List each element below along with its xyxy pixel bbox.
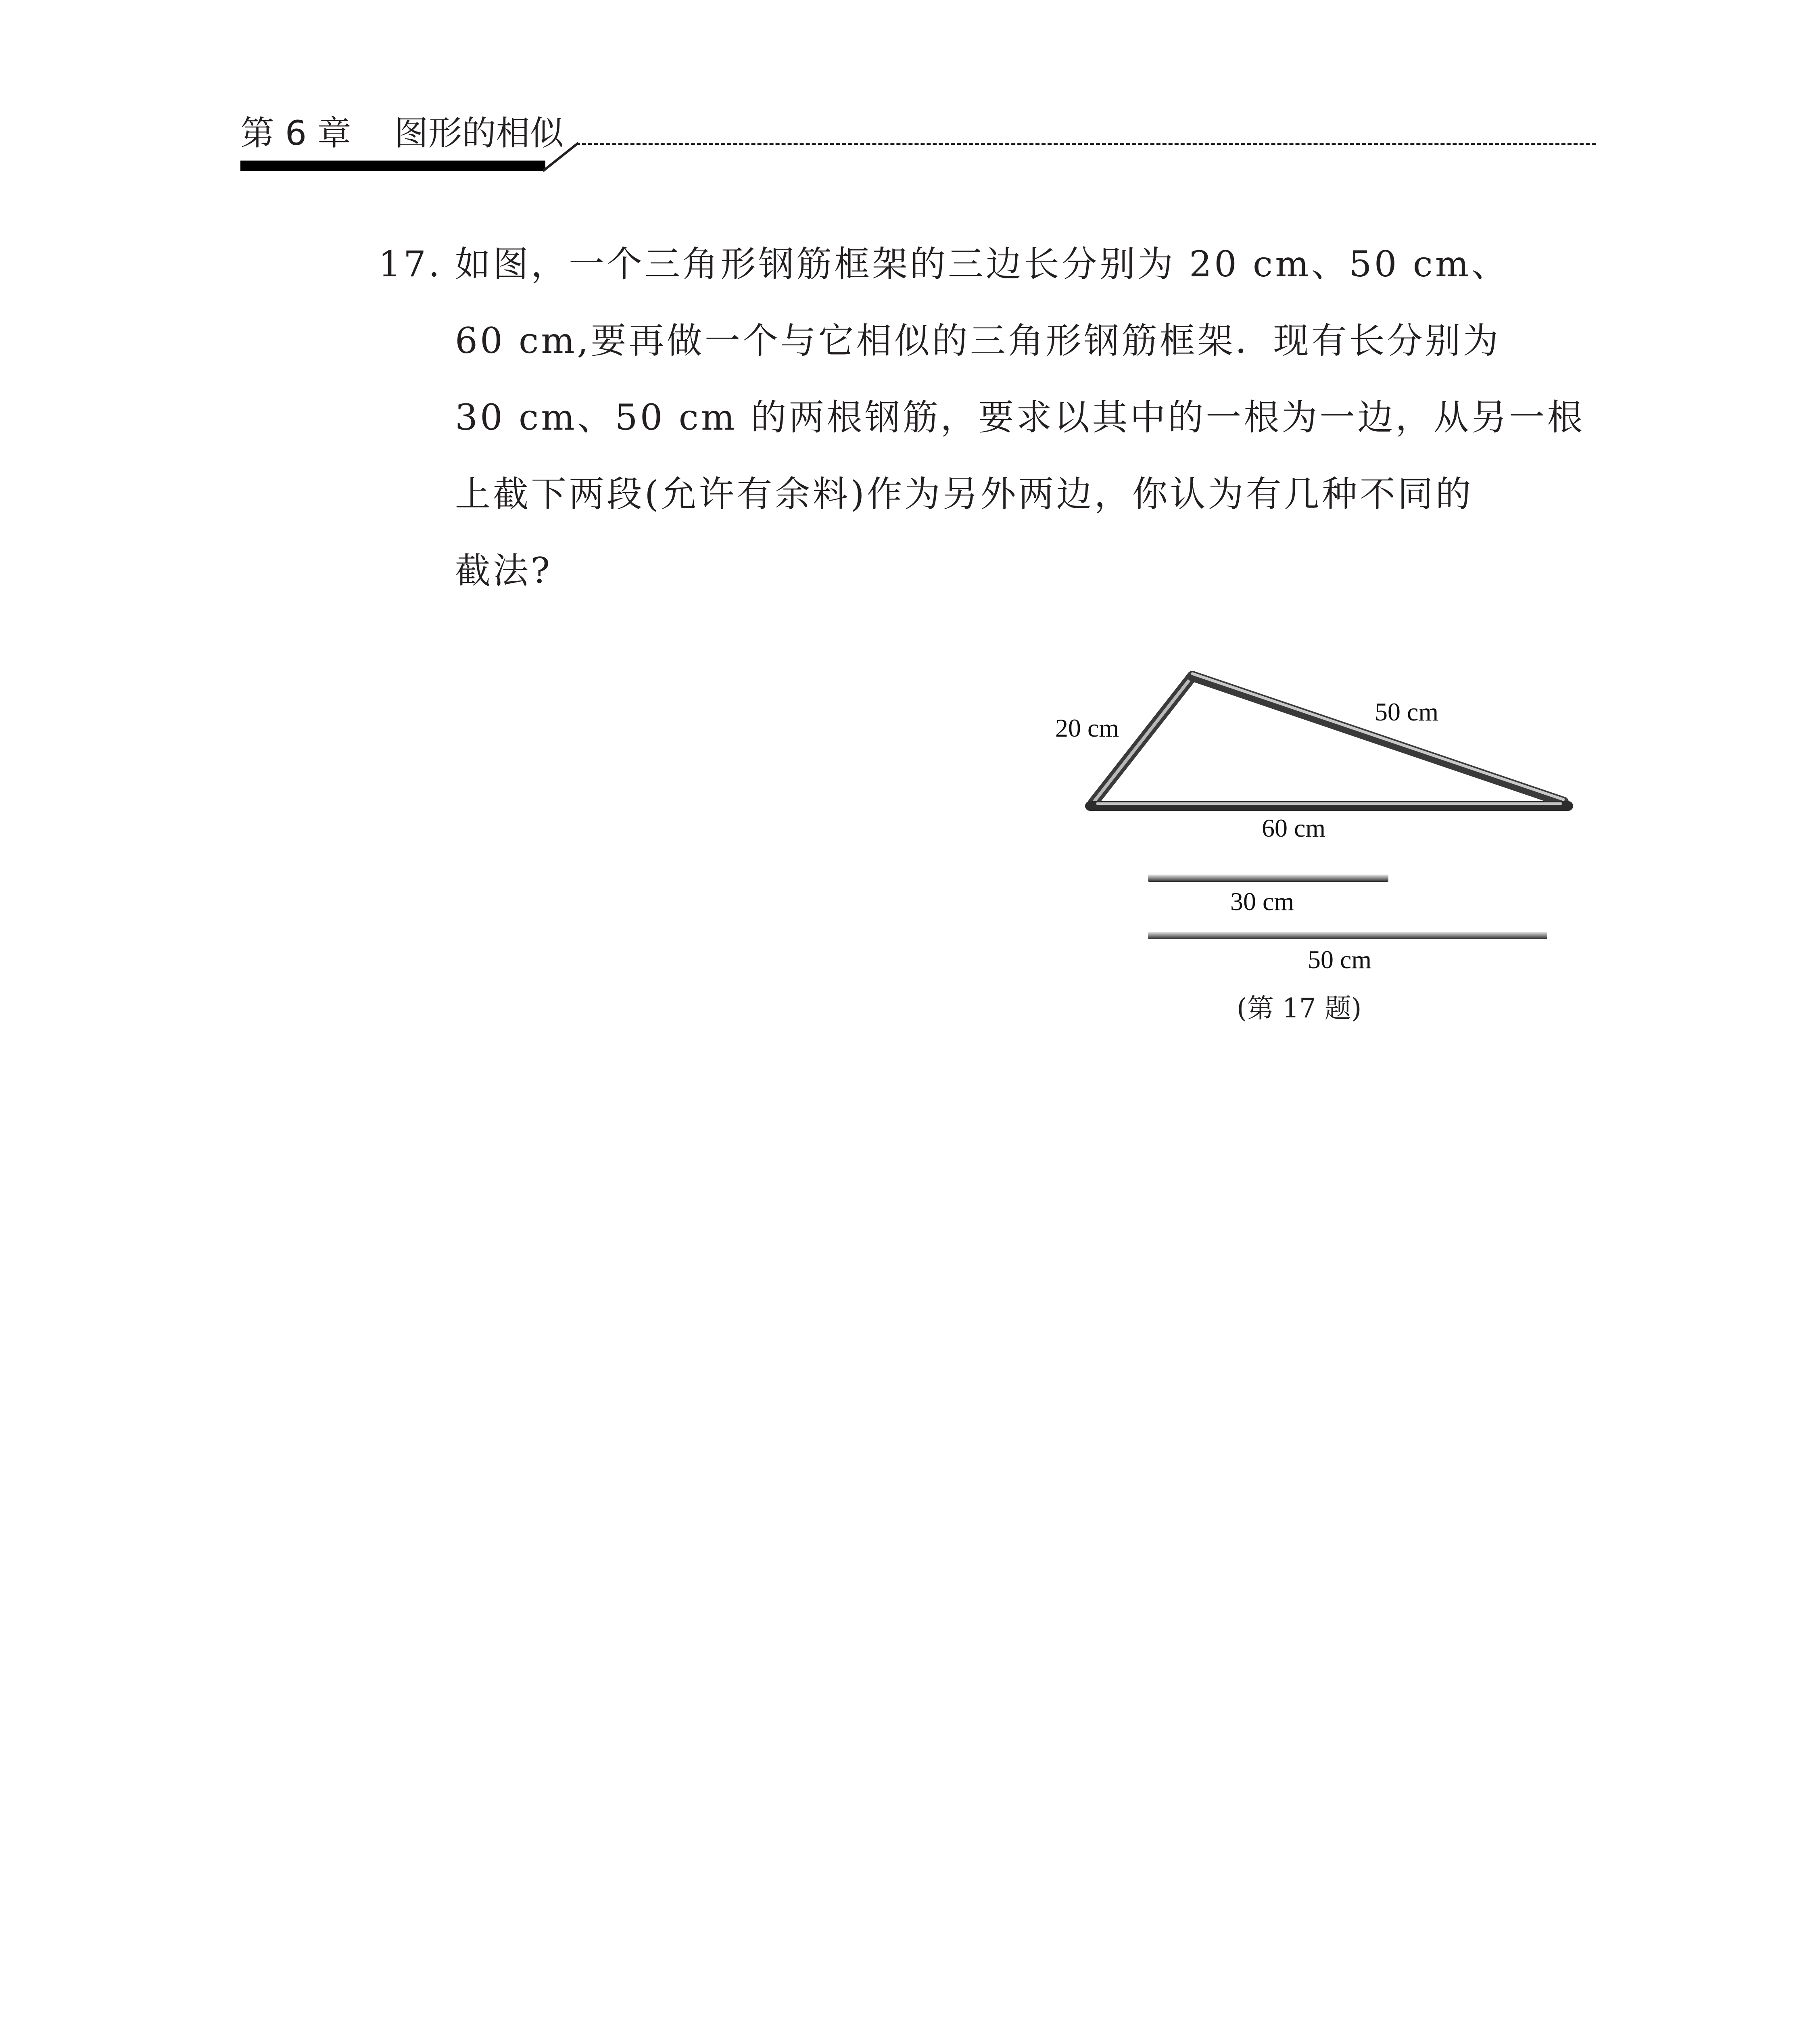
header-solid-rule bbox=[240, 161, 545, 171]
label-20cm: 20 cm bbox=[1055, 714, 1119, 742]
problem-line bbox=[378, 226, 1605, 303]
header-dashed-rule bbox=[576, 143, 1596, 145]
steel-bar-30cm bbox=[1148, 875, 1388, 882]
problem-17 bbox=[378, 226, 1605, 609]
label-50cm-bar: 50 cm bbox=[1308, 945, 1372, 974]
figure-caption: (第 17 题) bbox=[1237, 993, 1362, 1024]
header-slash-divider bbox=[540, 121, 588, 173]
problem-number: 17. bbox=[378, 243, 442, 285]
problem-text-line-5: 截法? bbox=[455, 550, 553, 591]
label-30cm-bar: 30 cm bbox=[1230, 887, 1294, 916]
triangle-frame bbox=[1090, 674, 1568, 806]
problem-text-line-3: 30 cm、50 cm 的两根钢筋，要求以其中的一根为一边，从另一根 bbox=[455, 397, 1585, 438]
triangle-top-side bbox=[1192, 676, 1563, 802]
steel-bar-50cm bbox=[1148, 932, 1547, 939]
problem-text-line-2: 60 cm,要再做一个与它相似的三角形钢筋框架．现有长分别为 bbox=[455, 320, 1501, 361]
chapter-header-title: 第 6 章 图形的相似 bbox=[240, 113, 564, 153]
label-50cm-top: 50 cm bbox=[1375, 697, 1439, 726]
label-60cm: 60 cm bbox=[1262, 814, 1326, 842]
problem-text-line-1: 如图，一个三角形钢筋框架的三边长分别为 20 cm、50 cm、 bbox=[455, 243, 1509, 285]
problem-text-line-4: 上截下两段(允许有余料)作为另外两边，你认为有几种不同的 bbox=[455, 473, 1474, 515]
